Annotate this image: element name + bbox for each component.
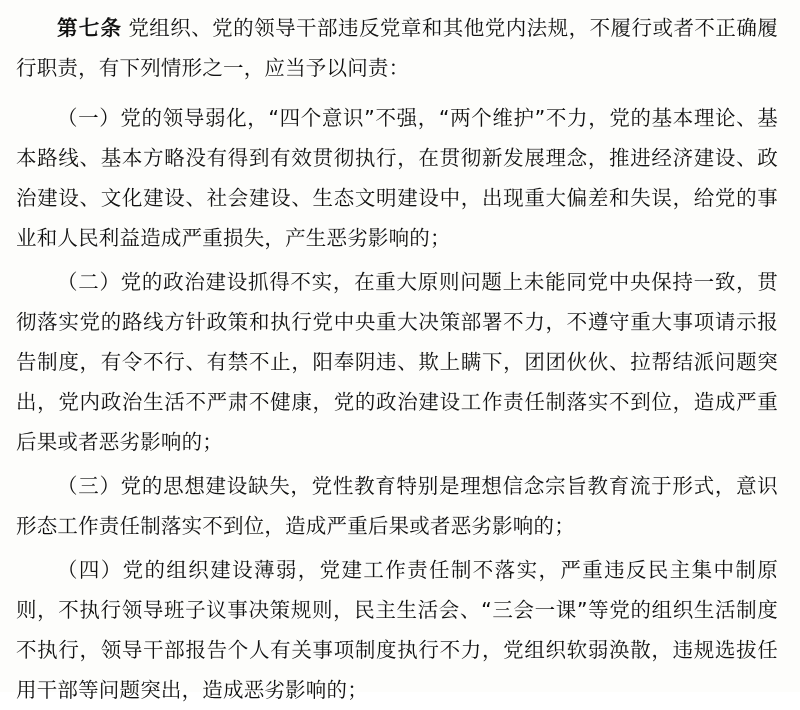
article-7-text: 党组织、党的领导干部违反党章和其他党内法规，不履行或者不正确履行职责，有下列情形之一，应当予以问责： <box>16 16 779 80</box>
article-number-label: 第七条 <box>57 16 123 40</box>
clause-paragraph-4: （四）党的组织建设薄弱，党建工作责任制不落实，严重违反民主集中制原则，不执行领导班子议事决策规则，民主生活会、“三会一课”等党的组织生活制度不执行，领导干部报告个人有关事项制度执行不力，党组织软弱涣散，违规选拔任用干部等问题突出，造成恶劣影响的； <box>16 558 778 702</box>
clause-paragraph-1: （一）党的领导弱化，“四个意识”不强，“两个维护”不力，党的基本理论、基本路线、基本方略没有得到有效贯彻执行，在贯彻新发展理念，推进经济建设、政治建设、文化建设、社会建设、生态文明建设中，出现重大偏差和失误，给党的事业和人民利益造成严重损失，产生恶劣影响的； <box>16 106 778 250</box>
clause-paragraph-2: （二）党的政治建设抓得不实，在重大原则问题上未能同党中央保持一致，贯彻落实党的路线方针政策和执行党中央重大决策部署不力，不遵守重大事项请示报告制度，有令不行、有禁不止，阳奉阴违、欺上瞒下，团团伙伙、拉帮结派问题突出，党内政治生活不严肃不健康，党的政治建设工作责任制落实不到位，造成严重后果或者恶劣影响的； <box>16 270 778 454</box>
article-7-paragraph <box>16 8 778 88</box>
clause-paragraph-3: （三）党的思想建设缺失，党性教育特别是理想信念宗旨教育流于形式，意识形态工作责任制落实不到位，造成严重后果或者恶劣影响的； <box>16 474 778 538</box>
